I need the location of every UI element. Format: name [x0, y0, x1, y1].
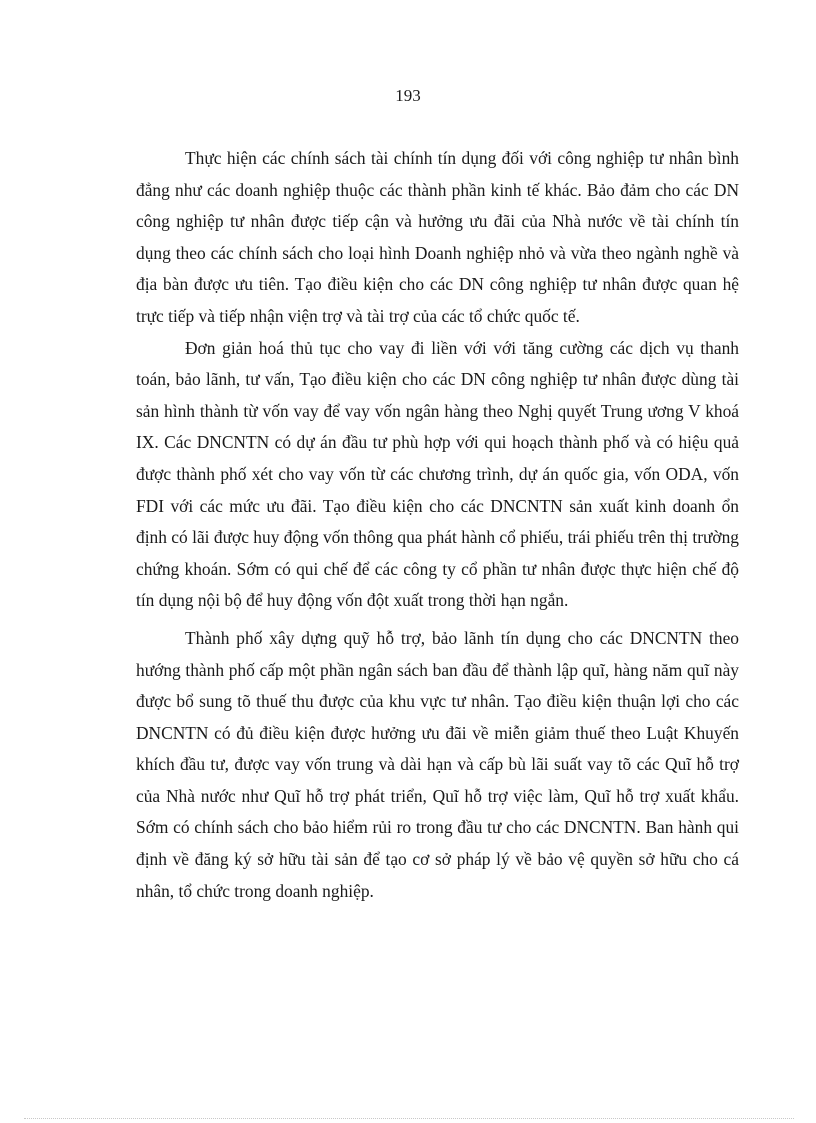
paragraph-3: Thành phố xây dựng quỹ hỗ trợ, bảo lãnh tín dụng cho các DNCNTN theo hướng thành phố cấp một phần ngân sách ban đầu để thành lập quĩ, hàng năm quĩ này được bổ sung tõ thuế thu được của khu vực tư nhân. Tạo điều kiện thuận lợi cho các DNCNTN có đủ điều kiện được hưởng ưu đãi về miễn giảm thuế theo Luật Khuyến khích đầu tư, được vay vốn trung và dài hạn và cấp bù lãi suất vay tõ các Quĩ hỗ trợ của Nhà nước như Quĩ hỗ trợ phát triển, Quĩ hỗ trợ việc làm, Quĩ hỗ trợ xuất khẩu. Sớm có chính sách cho bảo hiểm rủi ro trong đầu tư cho các DNCNTN. Ban hành qui định về đăng ký sở hữu tài sản để tạo cơ sở pháp lý về bảo vệ quyền sở hữu cho cá nhân, tổ chức trong doanh nghiệp.: [136, 627, 739, 901]
paragraph-2: Đơn giản hoá thủ tục cho vay đi liền với với tăng cường các dịch vụ thanh toán, bảo lãnh, tư vấn, Tạo điều kiện cho các DN công nghiệp tư nhân được dùng tài sản hình thành từ vốn vay để vay vốn ngân hàng theo Nghị quyết Trung ương V khoá IX. Các DNCNTN có dự án đầu tư phù hợp với qui hoạch thành phố và có hiệu quả được thành phố xét cho vay vốn từ các chương trình, dự án quốc gia, vốn ODA, vốn FDI với các mức ưu đãi. Tạo điều kiện cho các DNCNTN sản xuất kinh doanh ổn định có lãi được huy động vốn thông qua phát hành cổ phiếu, trái phiếu trên thị trường chứng khoán. Sớm có qui chế để các công ty cổ phần tư nhân được thực hiện chế độ tín dụng nội bộ để huy động vốn đột xuất trong thời hạn ngắn.: [136, 337, 739, 611]
paragraph-1: Thực hiện các chính sách tài chính tín dụng đối với công nghiệp tư nhân bình đẳng như các doanh nghiệp thuộc các thành phần kinh tế khác. Bảo đảm cho các DN công nghiệp tư nhân được tiếp cận và hưởng ưu đãi của Nhà nước về tài chính tín dụng theo các chính sách cho loại hình Doanh nghiệp nhỏ và vừa theo ngành nghề và địa bàn được ưu tiên. Tạo điều kiện cho các DN công nghiệp tư nhân được quan hệ trực tiếp và tiếp nhận viện trợ và tài trợ của các tổ chức quốc tế.: [136, 148, 739, 326]
page-number: 193: [395, 86, 421, 105]
body-text: [136, 143, 739, 907]
page-bottom-divider: [24, 1118, 794, 1119]
